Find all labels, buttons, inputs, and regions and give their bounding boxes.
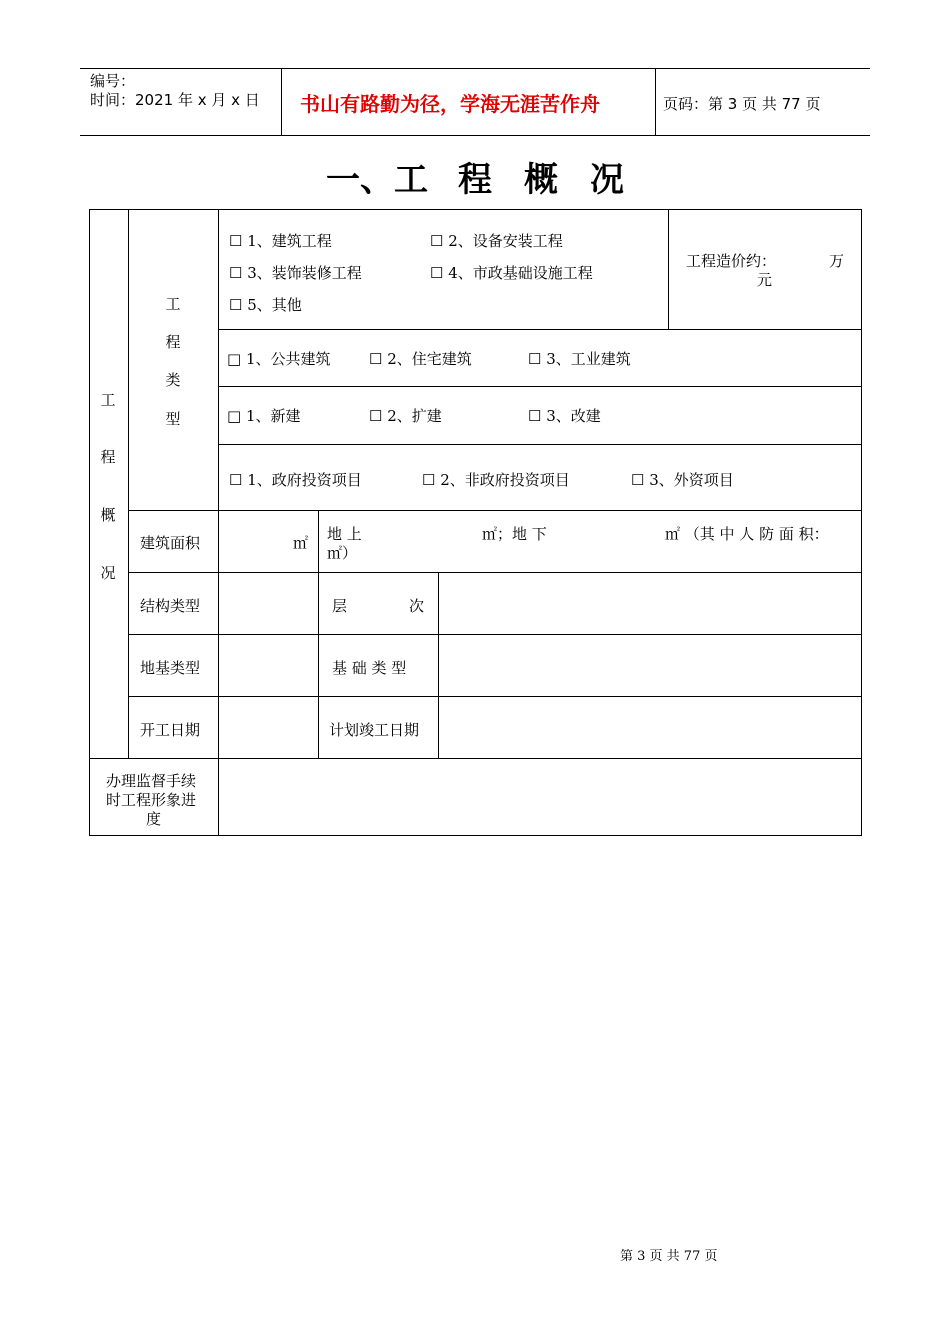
header-motto: 书山有路勤为径，学海无涯苦作舟 [300,92,600,116]
footer-page-number: 第 3 页 共 77 页 [620,1249,718,1264]
planned-completion-label: 计划竣工日期 [329,721,420,739]
progress-label-line-3: 度 [146,810,162,828]
area-unit: ㎡ [293,534,309,552]
outer-label-char-3: 概 [100,506,116,524]
type-label-char-2: 程 [165,333,181,351]
project-type-option-decoration[interactable]: ☐ 3、装饰装修工程 [229,264,362,282]
table-row-line-3 [218,444,861,445]
table-row-line-4 [128,510,861,511]
project-type-option-municipal[interactable]: ☐ 4、市政基础设施工程 [430,264,593,282]
table-row-line-6 [128,634,861,635]
structure-type-label: 结构类型 [140,597,201,615]
investment-foreign[interactable]: ☐ 3、外资项目 [631,471,734,489]
area-above-label: 地 上 [327,525,362,543]
start-date-label: 开工日期 [140,721,201,739]
investment-government[interactable]: ☐ 1、政府投资项目 [229,471,362,489]
table-col-line-1 [128,209,129,759]
table-col-line-cost [668,209,669,330]
header-page-label: 页码：第 3 页 共 77 页 [663,95,821,113]
area-below-unit: ㎡ （其 中 人 防 面 积： [665,525,829,543]
area-civil-defense-unit: ㎡） [327,544,358,562]
table-row-line-7 [128,696,861,697]
outer-label-char-1: 工 [100,391,116,409]
project-type-option-building[interactable]: ☐ 1、建筑工程 [229,232,332,250]
table-row-line-8 [89,758,861,759]
header-time-label: 时间：2021 年 x 月 x 日 [90,91,260,109]
cost-unit-2: 元 [757,271,773,289]
floors-label-2: 次 [409,597,425,615]
building-use-industrial[interactable]: ☐ 3、工业建筑 [528,350,631,368]
outer-label-char-4: 况 [100,564,116,582]
header-number-label: 编号： [90,72,136,90]
page-title-1: 一、工 [326,160,428,200]
table-row-line-1 [218,329,861,330]
table-row-line-2 [218,386,861,387]
construction-expand[interactable]: ☐ 2、扩建 [369,407,442,425]
construction-new[interactable]: □ 1、新建 [227,407,301,425]
table-top-border [89,209,861,210]
construction-renovate[interactable]: ☐ 3、改建 [528,407,601,425]
building-use-residential[interactable]: ☐ 2、住宅建筑 [369,350,472,368]
header-bottom-border [80,135,870,136]
page-title-2: 程 [458,160,492,200]
project-type-option-equipment[interactable]: ☐ 2、设备安装工程 [430,232,563,250]
table-left-border [89,209,90,836]
area-above-unit: ㎡；地 下 [482,525,547,543]
project-type-option-other[interactable]: ☐ 5、其他 [229,296,302,314]
cost-unit-1: 万 [829,252,845,270]
progress-label-line-1: 办理监督手续 [106,772,197,790]
header-divider-left [281,68,282,136]
floors-label-1: 层 [332,597,348,615]
building-use-public[interactable]: □ 1、公共建筑 [227,350,331,368]
foundation-soil-label: 地基类型 [140,659,201,677]
header-divider-right [655,68,656,136]
cost-label: 工程造价约： [686,252,777,270]
type-label-char-3: 类 [165,371,181,389]
investment-non-government[interactable]: ☐ 2、非政府投资项目 [422,471,570,489]
type-label-char-1: 工 [165,295,181,313]
table-row-line-5 [128,572,861,573]
table-col-line-4 [438,572,439,759]
table-col-line-2 [218,209,219,836]
outer-label-char-2: 程 [100,448,116,466]
page-title-4: 况 [590,160,624,200]
area-label: 建筑面积 [140,534,201,552]
header-top-border [80,68,870,69]
type-label-char-4: 型 [165,410,181,428]
page-title-3: 概 [524,160,558,200]
foundation-type-label: 基 础 类 型 [332,659,407,677]
table-right-border [861,209,862,836]
table-bottom-border [89,835,861,836]
progress-label-line-2: 时工程形象进 [106,791,197,809]
